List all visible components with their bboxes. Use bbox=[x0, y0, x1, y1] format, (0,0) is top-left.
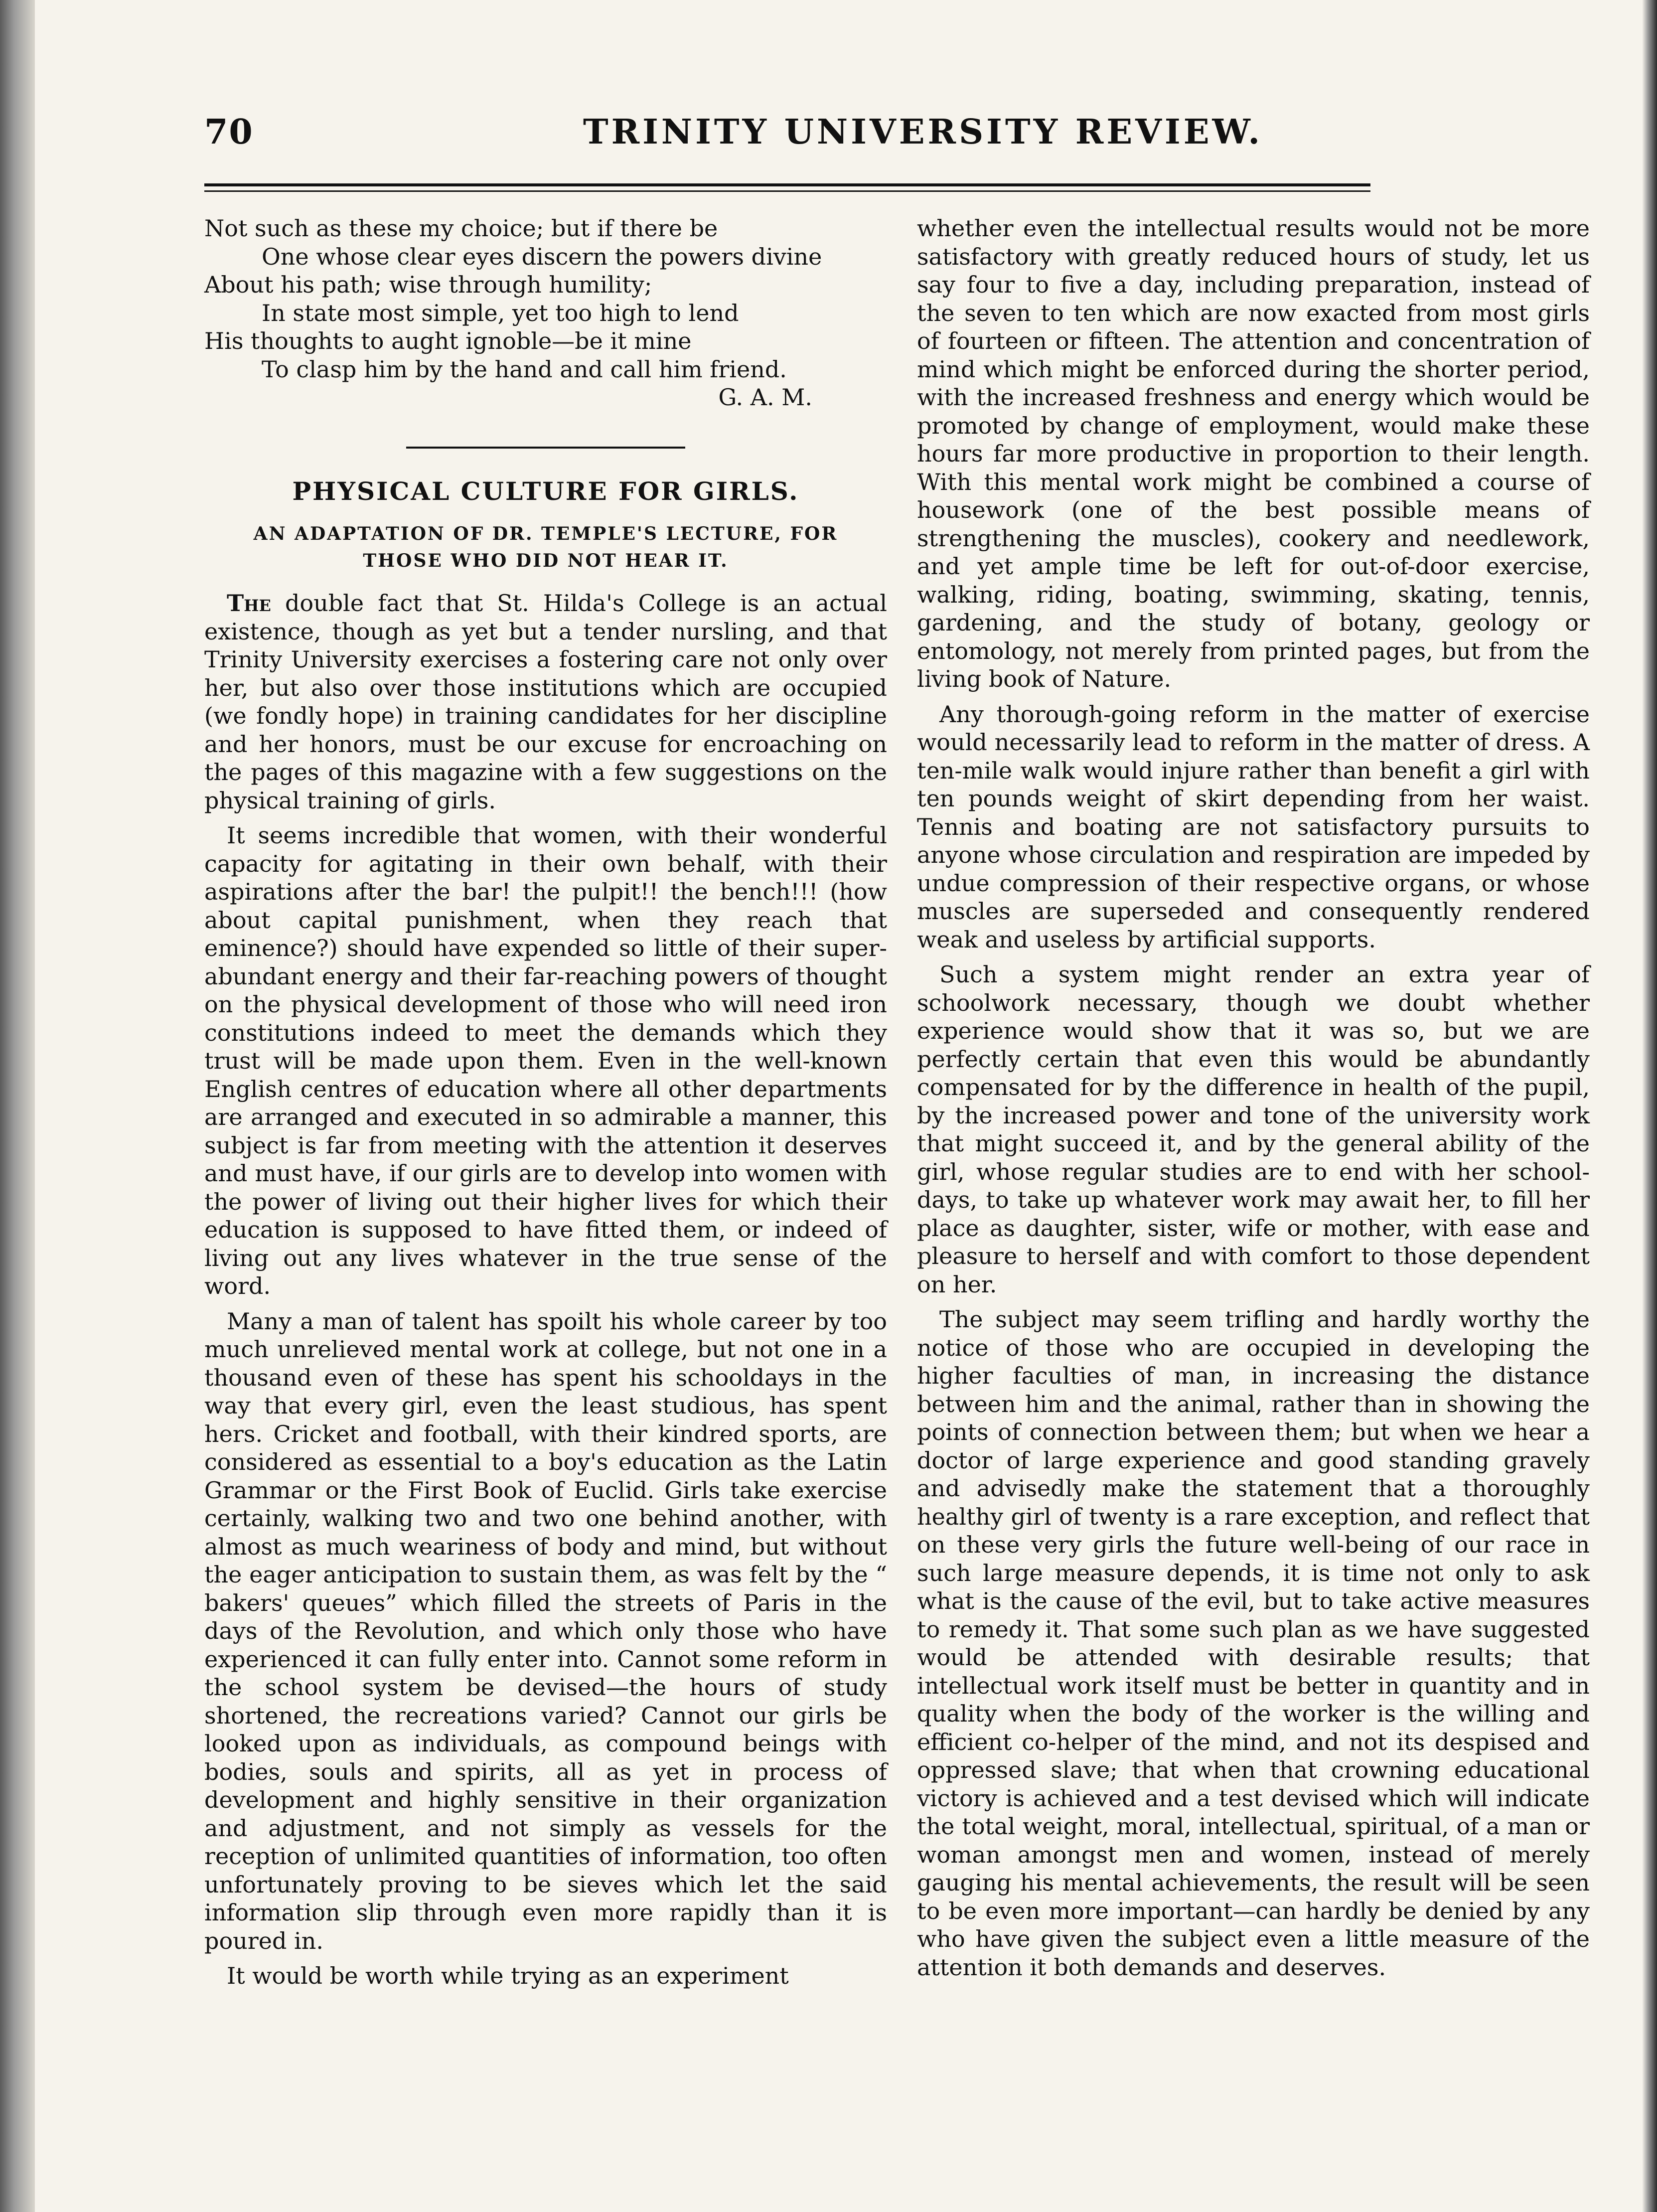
page-edge-shadow bbox=[1642, 0, 1657, 2212]
article-paragraph: Any thorough-going reform in the matter of exercise would necessarily lead to reform in the matter of dress. A ten-mile walk would injure rather than benefit a girl with ten pounds weight of skirt depending from her waist. Tennis and boating are not satisfactory pursuits to anyone whose circulation and respiration are impeded by undue compression of their respective organs, or whose muscles are superseded and consequently rendered weak and useless by artificial supports. bbox=[917, 700, 1590, 953]
article-paragraph bbox=[204, 589, 887, 814]
poem-line: About his path; wise through humility; bbox=[204, 271, 652, 298]
article-paragraph: The subject may seem trifling and hardly worthy the notice of those who are occupied in developing the higher faculties of man, in increasing the distance between him and the animal, rather than in showing the points of connection between them; but when we hear a doctor of large experience and good standing gravely and advisedly make the statement that a thoroughly healthy girl of twenty is a rare exception, and reflect that on these very girls the future well-being of our race in such large measure depends, it is time not only to ask what is the cause of the evil, but to take active measures to remedy it. That some such plan as we have suggested would be attended with desirable results; that intellectual work itself must be better in quantity and in quality when the body of the worker is the willing and efficient co-helper of the mind, and not its despised and oppressed slave; that when that crowning educational victory is achieved and a test devised which will indicate the total weight, moral, intellectual, spiritual, of a man or woman amongst men and women, instead of merely gauging his mental achievements, the result will be seen to be even more important—can hardly be denied by any who have given the subject even a little measure of the attention it both demands and deserves. bbox=[917, 1306, 1590, 1981]
poem-line: His thoughts to aught ignoble—be it mine bbox=[204, 327, 692, 354]
article-paragraph: It seems incredible that women, with their wonderful capacity for agitating in their own behalf, with their aspirations after the bar! the pulpit!! the bench!!! (how about capital punishment, when they reach that eminence?) should have expended so little of their super-abundant energy and their far-reaching powers of thought on the physical development of those who will need iron constitutions indeed to meet the demands which they trust will be made upon them. Even in the well-known English centres of education where all other departments are arranged and executed in so admirable a manner, this subject is far from meeting with the attention it deserves and must have, if our girls are to develop into women with the power of living out their higher lives for which their education is supposed to have fitted them, or indeed of living out any lives whatever in the true sense of the word. bbox=[204, 822, 887, 1299]
paragraph-text: double fact that St. Hilda's College is an actual existence, though as yet but a tender nursling, and that Trinity University exercises a fostering care not only over her, but also over those institutions which are occupied (we fondly hope) in training candidates for her discipline and her honors, must be our excuse for encroaching on the pages of this magazine with a few suggestions on the physical training of girls. bbox=[204, 590, 887, 814]
section-divider bbox=[406, 447, 685, 449]
page-header bbox=[204, 112, 1515, 167]
poem-signature: G. A. M. bbox=[718, 384, 812, 411]
lead-word: The bbox=[227, 590, 271, 617]
article-paragraph: whether even the intellectual results would not be more satisfactory with greatly reduced hours of study, let us say four to five a day, including preparation, instead of the seven to ten which are now exacted from most girls of fourteen or fifteen. The attention and concentration of mind which might be enforced during the shorter period, with the increased freshness and energy which would be promoted by change of employment, would make these hours far more productive in proportion to their length. With this mental work might be combined a course of housework (one of the best possible means of strengthening the muscles), cookery and needlework, and yet ample time be left for out-of-door exercise, walking, riding, boating, swimming, skating, tennis, gardening, and the study of botany, geology or entomology, not merely from printed pages, but from the living book of Nature. bbox=[917, 215, 1590, 692]
article-title: PHYSICAL CULTURE FOR GIRLS. bbox=[292, 476, 799, 506]
article-paragraph: Many a man of talent has spoilt his whole career by too much unrelieved mental work at college, but not one in a thousand even of these has spent his schooldays in the way that every girl, even the least studious, has spent hers. Cricket and football, with their kindred sports, are considered as essential to a boy's education as the Latin Grammar or the First Book of Euclid. Girls take exercise certainly, walking two and two one behind another, with almost as much weariness of body and mind, but without the eager anticipation to sustain them, as was felt by the “ bakers' queues” which filled the streets of Paris in the days of the Revolution, and which only those who have experienced it can fully enter into. Cannot some reform in the school system be devised—the hours of study shortened, the recreations varied? Cannot our girls be looked upon as individuals, as compound beings with bodies, souls and spirits, all as yet in process of development and highly sensitive in their organization and adjustment, and not simply as vessels for the reception of unlimited quantities of information, too often unfortunately proving to be sieves which let the said information slip through even more rapidly than it is poured in. bbox=[204, 1307, 887, 1954]
article-paragraph: Such a system might render an extra year of schoolwork necessary, though we doubt whether experience would show that it was so, but we are perfectly certain that even this would be abundantly compensated for by the difference in health of the pupil, by the increased power and tone of the university work that might succeed it, and by the general ability of the girl, whose regular studies are to end with her school-days, to take up whatever work may await her, to fill her place as daughter, sister, wife or mother, with ease and pleasure to herself and with comfort to those dependent on her. bbox=[917, 961, 1590, 1298]
binding-shadow bbox=[0, 0, 35, 2212]
page-number: 70 bbox=[204, 112, 254, 152]
poem bbox=[204, 214, 887, 412]
running-title: TRINITY UNIVERSITY REVIEW. bbox=[583, 112, 1263, 152]
poem-line: In state most simple, yet too high to lend bbox=[262, 299, 739, 326]
poem-line: To clasp him by the hand and call him friend. bbox=[262, 355, 787, 383]
right-column bbox=[917, 214, 1590, 1988]
left-column bbox=[204, 214, 887, 1997]
poem-line: One whose clear eyes discern the powers divine bbox=[262, 243, 822, 270]
header-rule bbox=[204, 183, 1370, 192]
article-subtitle: AN ADAPTATION OF DR. TEMPLE'S LECTURE, FOR THOSE WHO DID NOT HEAR IT. bbox=[253, 523, 838, 571]
poem-line: Not such as these my choice; but if there be bbox=[204, 215, 718, 242]
article-paragraph: It would be worth while trying as an experiment bbox=[227, 1962, 789, 1989]
